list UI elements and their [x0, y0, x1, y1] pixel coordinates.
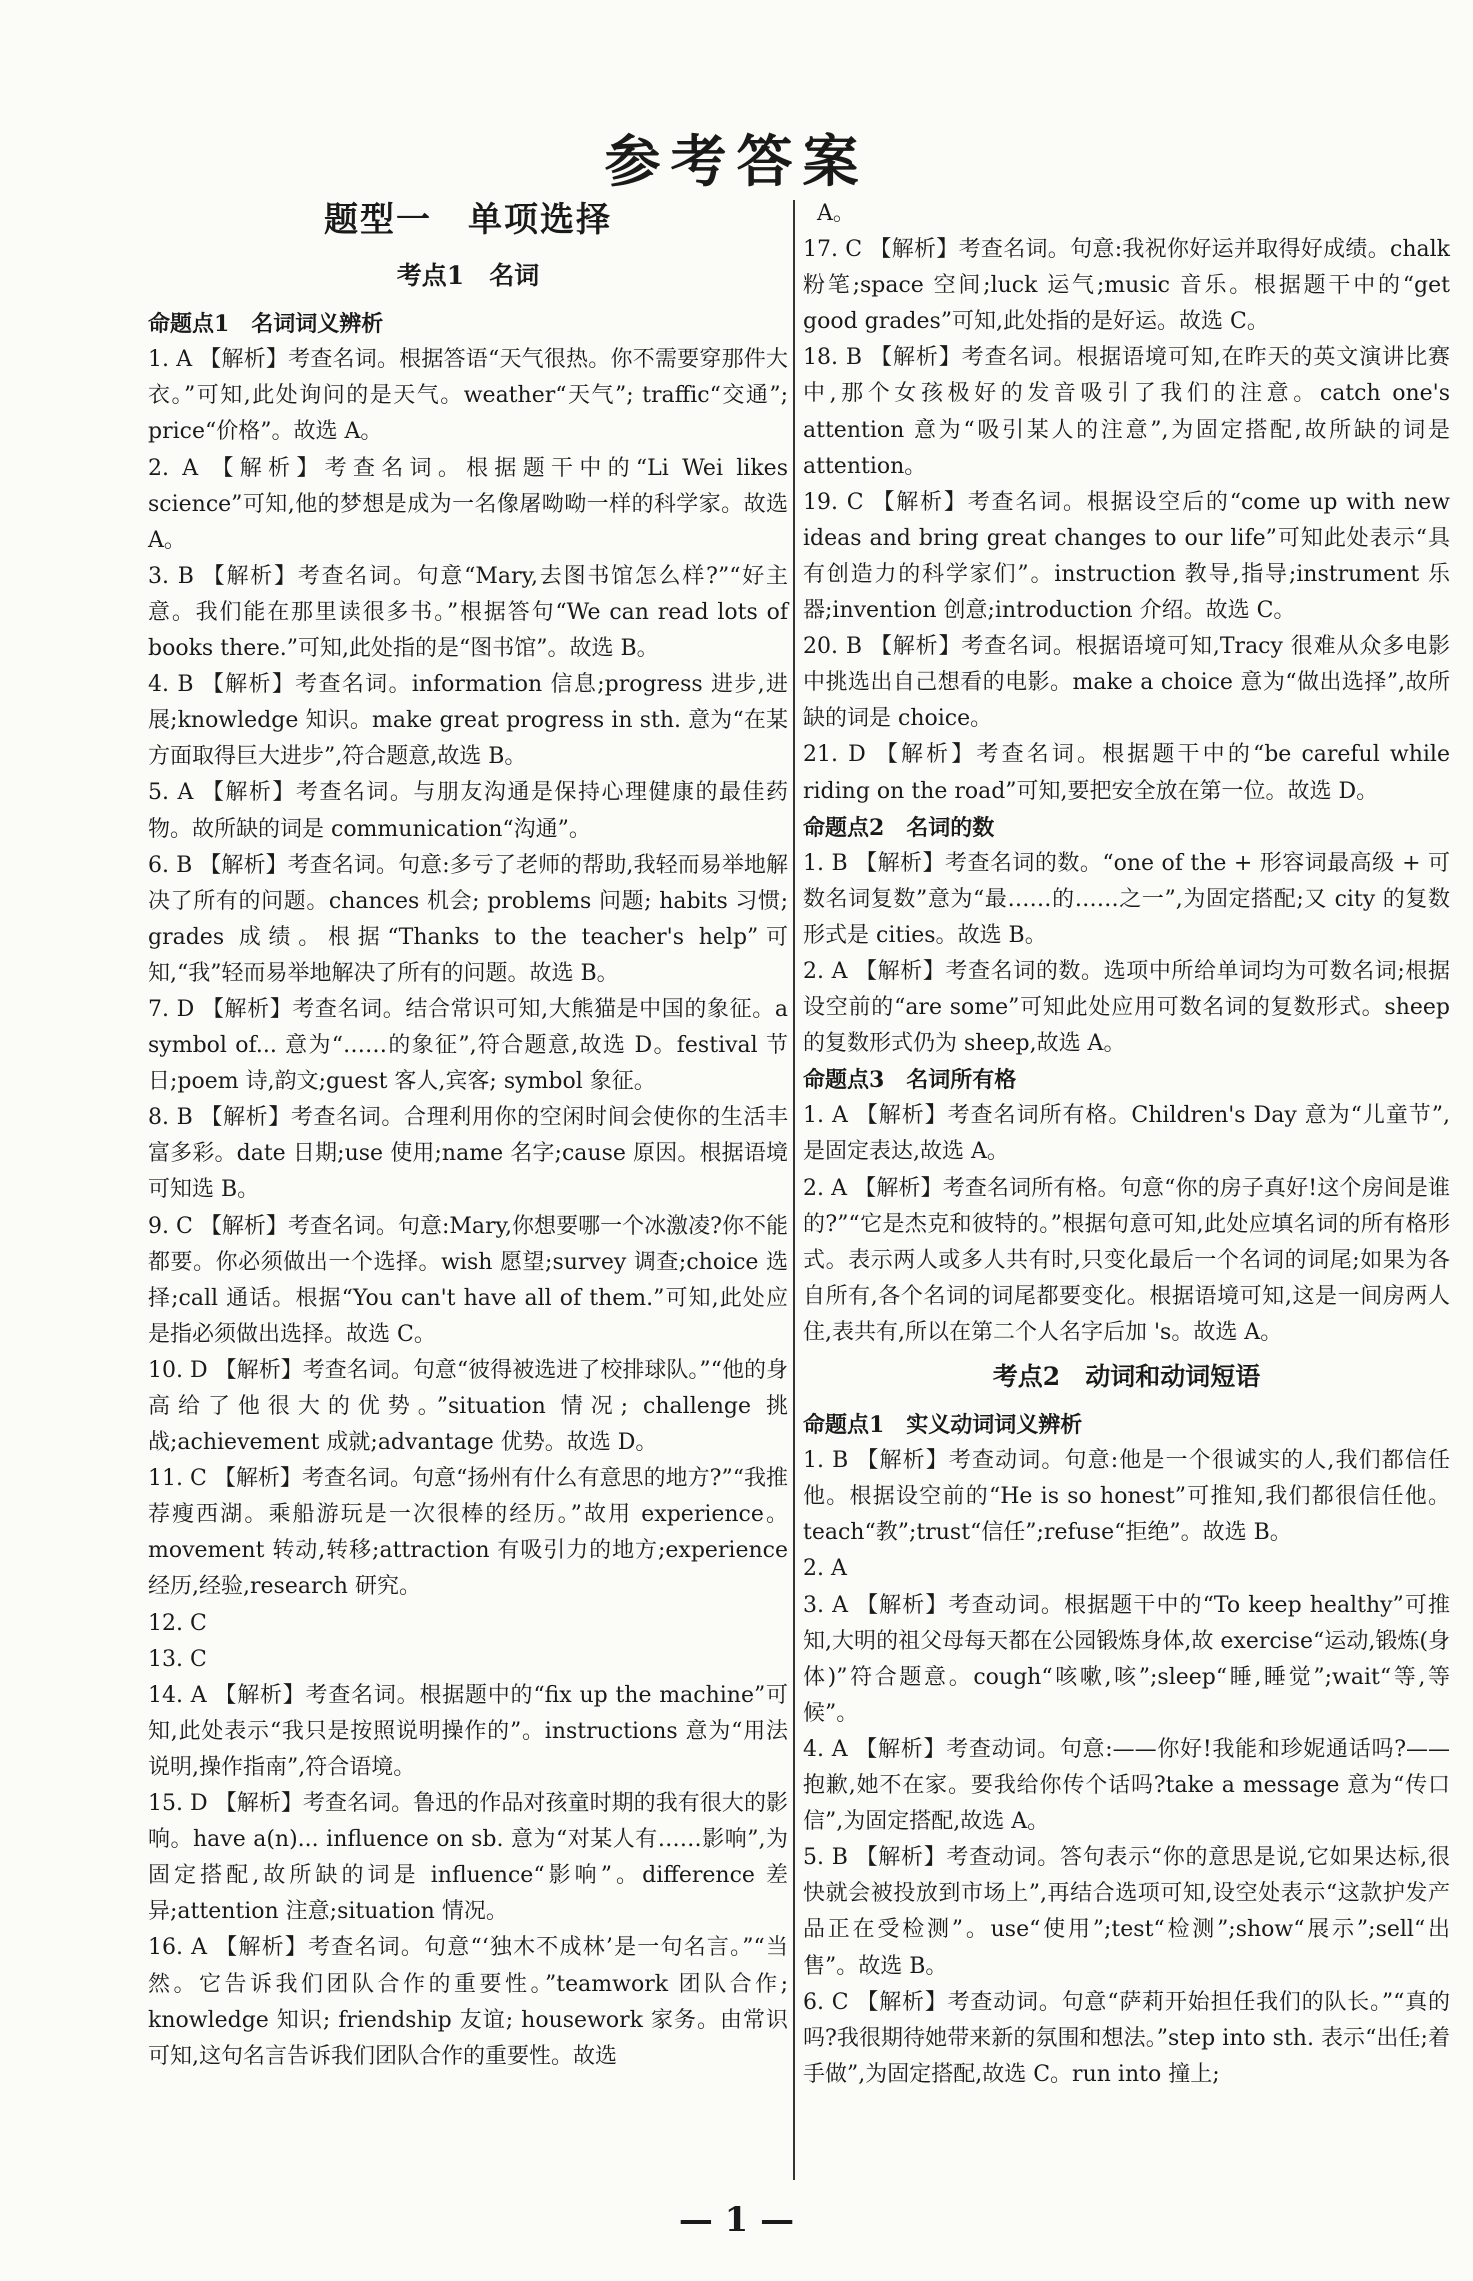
- answer-item: 9. C 【解析】考查名词。句意:Mary,你想要哪一个冰激凌?你不能都要。你必须做出一个选择。wish 愿望;survey 调查;choice 选择;call 通话。根据“You can't have all of them.”可知,此处应是指必须做出选择。故选 C。: [148, 1213, 788, 1347]
- answer-item: 2. A 【解析】考查名词的数。选项中所给单词均为可数名词;根据设空前的“are some”可知此处应用可数名词的复数形式。sheep 的复数形式仍为 sheep,故选 A。: [803, 958, 1450, 1057]
- answer-item: 4. B 【解析】考查名词。information 信息;progress 进步,进展;knowledge 知识。make great progress in sth. 意为“在某方面取得巨大进步”,符合题意,故选 B。: [148, 672, 788, 770]
- answer-item: 3. B 【解析】考查名词。句意“Mary,去图书馆怎么样?”“好主意。我们能在那里读很多书。”根据答句“We can read lots of books there.”可知,此处指的是“图书馆”。故选 B。: [148, 563, 788, 662]
- answer-item: 4. A 【解析】考查动词。句意:——你好!我能和珍妮通话吗?——抱歉,她不在家。要我给你传个话吗?take a message 意为“传口信”,为固定搭配,故选 A。: [803, 1736, 1450, 1835]
- answer-item: 1. A 【解析】考查名词所有格。Children's Day 意为“儿童节”,是固定表达,故选 A。: [803, 1103, 1450, 1165]
- answer-item: 13. C: [148, 1646, 207, 1672]
- answer-item: 18. B 【解析】考查名词。根据语境可知,在昨天的英文演讲比赛中,那个女孩极好的发音吸引了我们的注意。catch one's attention 意为“吸引某人的注意”,为固定搭配,故所缺的词是 attention。: [803, 345, 1450, 479]
- topic-title: 考点1 名词: [396, 261, 540, 291]
- answer-item: 2. A: [803, 1556, 847, 1582]
- answer-item: 15. D 【解析】考查名词。鲁迅的作品对孩童时期的我有很大的影响。have a(n)... influence on sb. 意为“对某人有……影响”,为固定搭配,故所缺的词是 influence“影响”。difference 差异;attention 注意;situation 情况。: [148, 1791, 788, 1925]
- answer-item: 8. B 【解析】考查名词。合理利用你的空闲时间会使你的生活丰富多彩。date 日期;use 使用;name 名字;cause 原因。根据语境可知选 B。: [148, 1105, 788, 1203]
- answer-item: 16. A 【解析】考查名词。句意“‘独木不成林’是一句名言。”“当然。它告诉我们团队合作的重要性。”teamwork 团队合作; knowledge 知识; friendship 友谊; housework 家务。由常识可知,这句名言告诉我们团队合作的重要性。故选: [148, 1935, 788, 2069]
- right-column: [803, 196, 1450, 2093]
- answer-item: 6. C 【解析】考查动词。句意“萨莉开始担任我们的队长。”“真的吗?我很期待她带来新的氛围和想法。”step into sth. 表示“出任;着手做”,为固定搭配,故选 C。run into 撞上;: [803, 1989, 1450, 2087]
- answer-item: 11. C 【解析】考查名词。句意“扬州有什么有意思的地方?”“我推荐瘦西湖。乘船游玩是一次很棒的经历。”故用 experience。movement 转动,转移;attraction 有吸引力的地方;experience 经历,经验,research 研究。: [148, 1466, 788, 1600]
- answer-item: 12. C: [148, 1610, 207, 1636]
- answer-item: 3. A 【解析】考查动词。根据题干中的“To keep healthy”可推知,大明的祖父母每天都在公园锻炼身体,故 exercise“运动,锻炼(身体)”符合题意。cough“咳嗽,咳”;sleep“睡,睡觉”;wait“等,等候”。: [803, 1592, 1450, 1726]
- continued-text: A。: [817, 201, 855, 226]
- answer-item: 5. A 【解析】考查名词。与朋友沟通是保持心理健康的最佳药物。故所缺的词是 communication“沟通”。: [148, 780, 788, 842]
- left-column: [148, 196, 788, 2075]
- subtopic-title: 命题点3 名词所有格: [803, 1067, 1017, 1094]
- answer-item: 21. D 【解析】考查名词。根据题干中的“be careful while riding on the road”可知,要把安全放在第一位。故选 D。: [803, 742, 1450, 804]
- page-title: 参考答案: [604, 129, 869, 195]
- page-number: — 1 —: [678, 2200, 795, 2240]
- answer-item: 2. A 【解析】考查名词所有格。句意“你的房子真好!这个房间是谁的?”“它是杰克和彼特的。”根据句意可知,此处应填名词的所有格形式。表示两人或多人共有时,只变化最后一个名词的词尾;如果为各自所有,各个名词的词尾都要变化。根据语境可知,这是一间房两人住,表共有,所以在第二个人名字后加 's。故选 A。: [803, 1175, 1450, 1345]
- answer-item: 14. A 【解析】考查名词。根据题中的“fix up the machine”可知,此处表示“我只是按照说明操作的”。instructions 意为“用法说明,操作指南”,符合语境。: [148, 1682, 788, 1780]
- answer-item: 1. B 【解析】考查名词的数。“one of the + 形容词最高级 + 可数名词复数”意为“最……的……之一”,为固定搭配;又 city 的复数形式是 cities。故选 B。: [803, 850, 1450, 948]
- answer-item: 1. B 【解析】考查动词。句意:他是一个很诚实的人,我们都信任他。根据设空前的“He is so honest”可推知,我们都很信任他。teach“教”;trust“信任”;refuse“拒绝”。故选 B。: [803, 1448, 1450, 1546]
- answer-item: 17. C 【解析】考查名词。句意:我祝你好运并取得好成绩。chalk 粉笔;space 空间;luck 运气;music 音乐。根据题干中的“get good grades”可知,此处指的是好运。故选 C。: [803, 237, 1450, 335]
- answer-item: 19. C 【解析】考查名词。根据设空后的“come up with new ideas and bring great changes to our life”可知此处表示“具有创造力的科学家们”。instruction 教导,指导;instrument 乐器;invention 创意;introduction 介绍。故选 C。: [803, 489, 1450, 624]
- subtopic-title: 命题点1 实义动词词义辨析: [803, 1412, 1083, 1439]
- subtopic-title: 命题点2 名词的数: [803, 814, 995, 841]
- column-divider: [793, 200, 795, 2180]
- answer-item: 10. D 【解析】考查名词。句意“彼得被选进了校排球队。”“他的身高给了他很大的优势。”situation 情况; challenge 挑战;achievement 成就;advantage 优势。故选 D。: [148, 1357, 788, 1456]
- answer-item: 2. A 【解析】考查名词。根据题干中的“Li Wei likes science”可知,他的梦想是成为一名像屠呦呦一样的科学家。故选 A。: [148, 455, 788, 553]
- answer-item: 5. B 【解析】考查动词。答句表示“你的意思是说,它如果达标,很快就会被投放到市场上”,再结合选项可知,设空处表示“这款护发产品正在受检测”。use“使用”;test“检测”;show“展示”;sell“出售”。故选 B。: [803, 1845, 1450, 1979]
- topic-title: 考点2 动词和动词短语: [992, 1362, 1261, 1391]
- answer-item: 6. B 【解析】考查名词。句意:多亏了老师的帮助,我轻而易举地解决了所有的问题。chances 机会; problems 问题; habits 习惯; grades 成绩。根据“Thanks to the teacher's help”可知,“我”轻而易举地解决了所有的问题。故选 B。: [148, 852, 788, 986]
- answer-item: 7. D 【解析】考查名词。结合常识可知,大熊猫是中国的象征。a symbol of... 意为“……的象征”,符合题意,故选 D。festival 节日;poem 诗,韵文;guest 客人,宾客; symbol 象征。: [148, 996, 788, 1095]
- answer-item: 20. B 【解析】考查名词。根据语境可知,Tracy 很难从众多电影中挑选出自己想看的电影。make a choice 意为“做出选择”,故所缺的词是 choice。: [803, 634, 1450, 732]
- answer-item: 1. A 【解析】考查名词。根据答语“天气很热。你不需要穿那件大衣。”可知,此处询问的是天气。weather“天气”; traffic“交通”; price“价格”。故选 A。: [148, 347, 788, 445]
- subtopic-title: 命题点1 名词词义辨析: [148, 311, 384, 338]
- section-title: 题型一 单项选择: [324, 200, 612, 240]
